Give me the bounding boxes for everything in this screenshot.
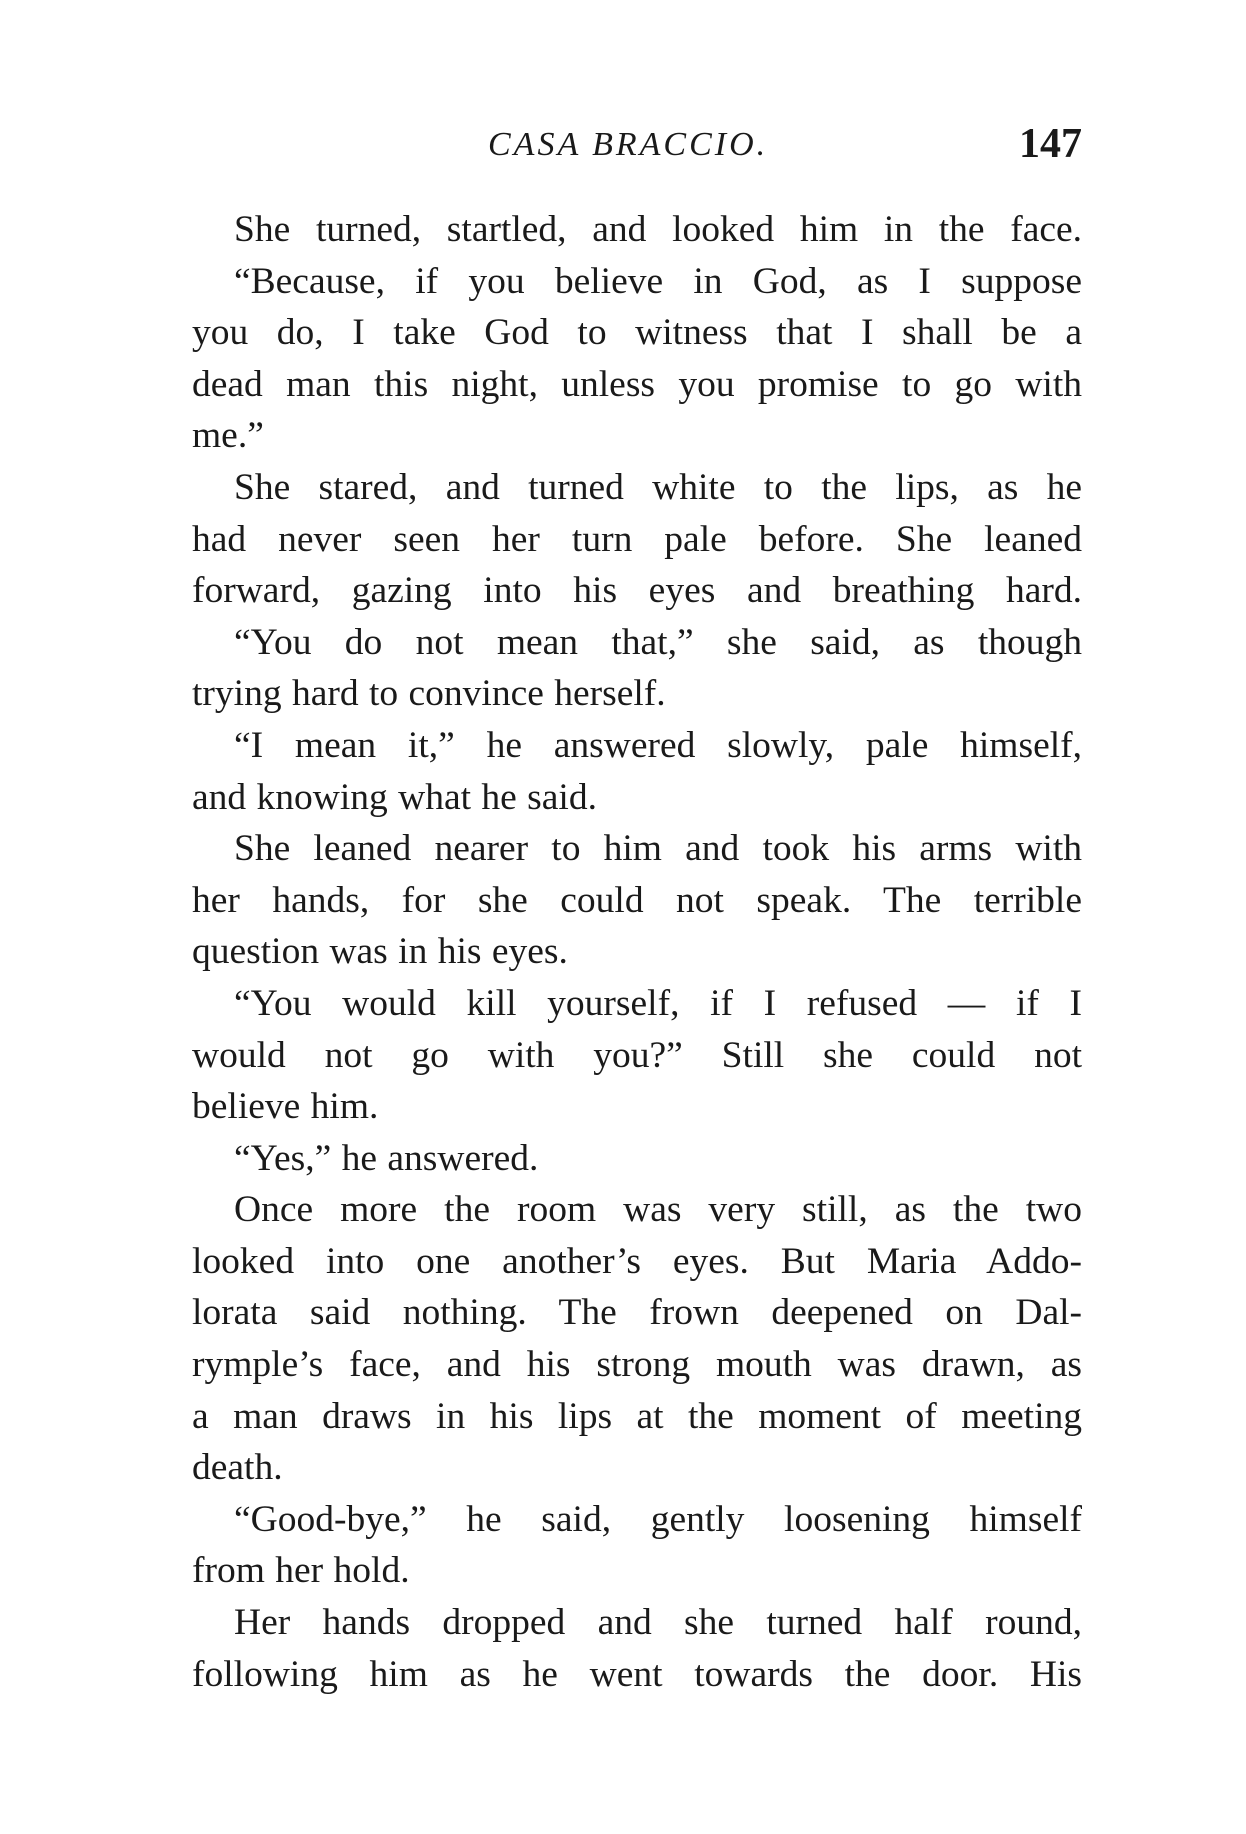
text-line: rymple’s face, and his strong mouth was drawn, as	[192, 1344, 1082, 1386]
page-number: 147	[1019, 121, 1082, 167]
text-line: me.”	[192, 415, 264, 457]
text-line: a man draws in his lips at the moment of meeting	[192, 1395, 1082, 1437]
body-text	[192, 204, 1082, 1700]
text-line: She stared, and turned white to the lips, as he	[234, 466, 1082, 508]
text-line: dead man this night, unless you promise to go with	[192, 363, 1082, 405]
text-line: “Because, if you believe in God, as I suppose	[234, 260, 1082, 302]
text-line: “Yes,” he answered.	[234, 1137, 539, 1179]
text-line: She leaned nearer to him and took his arms with	[234, 828, 1082, 870]
text-line: death.	[192, 1447, 283, 1489]
text-line: Once more the room was very still, as the two	[234, 1189, 1082, 1231]
text-line: from her hold.	[192, 1550, 410, 1592]
text-line: and knowing what he said.	[192, 776, 597, 818]
text-line: “You would kill yourself, if I refused — if I	[234, 982, 1082, 1024]
text-line: “I mean it,” he answered slowly, pale himself,	[234, 724, 1082, 766]
running-title: CASA BRACCIO.	[488, 126, 769, 163]
text-line: believe him.	[192, 1086, 379, 1128]
text-line: her hands, for she could not speak. The terrible	[192, 879, 1082, 921]
text-line: “Good-bye,” he said, gently loosening himself	[234, 1498, 1082, 1540]
text-line: Her hands dropped and she turned half round,	[234, 1602, 1082, 1644]
text-line: lorata said nothing. The frown deepened on Dal-	[192, 1292, 1082, 1334]
text-line: looked into one another’s eyes. But Maria Addo-	[192, 1240, 1082, 1282]
book-page	[192, 121, 1082, 1700]
text-line: had never seen her turn pale before. She leaned	[192, 518, 1082, 560]
text-line: following him as he went towards the door. His	[192, 1653, 1082, 1695]
running-head	[192, 121, 1082, 184]
text-line: would not go with you?” Still she could not	[192, 1034, 1082, 1076]
text-line: She turned, startled, and looked him in the face.	[234, 209, 1082, 250]
text-line: trying hard to convince herself.	[192, 673, 666, 715]
text-line: “You do not mean that,” she said, as though	[234, 621, 1082, 663]
text-line: you do, I take God to witness that I shall be a	[192, 312, 1082, 354]
text-line: forward, gazing into his eyes and breathing hard.	[192, 570, 1082, 612]
text-line: question was in his eyes.	[192, 931, 568, 973]
